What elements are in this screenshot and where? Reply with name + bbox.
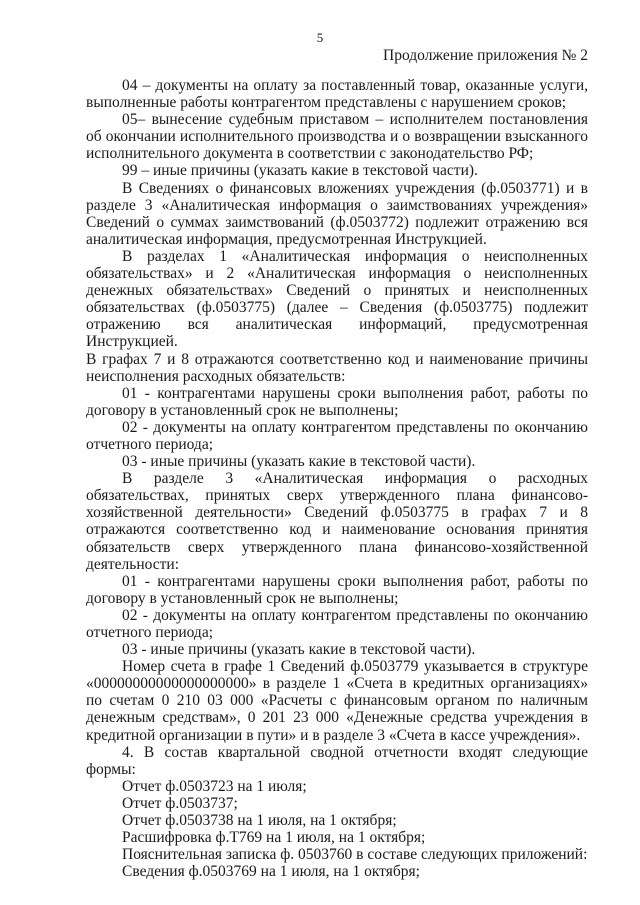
- form-item-0503769: Сведения ф.0503769 на 1 июля, на 1 октября;: [122, 863, 420, 881]
- appendix-continuation-heading: Продолжение приложения № 2: [383, 47, 588, 64]
- paragraph-code-99: 99 – иные причины (указать какие в текстовой части).: [122, 162, 478, 180]
- form-item-0503760: Пояснительная записка ф. 0503760 в составе следующих приложений:: [122, 846, 588, 864]
- list-item-02-b: 02 - документы на оплату контрагентом представлены по окончанию отчетного периода;: [86, 606, 588, 641]
- paragraph-code-05: 05– вынесение судебным приставом – исполнителем постановления об окончании исполнительного производства и о возвращении взысканного исполнительного документа в соответствии с законодательство РФ;: [86, 111, 588, 163]
- list-item-03: 03 - иные причины (указать какие в текстовой части).: [122, 453, 476, 471]
- page-number: 5: [316, 30, 324, 45]
- paragraph-section-3: В разделе 3 «Аналитическая информация о расходных обязательствах, принятых сверх утвержденного плана финансово-хозяйственной деятельности» Сведений ф.0503775 в графах 7 и 8 отражаются соответственно код и наименование основания принятия обязательств сверх утвержденного плана финансово-хозяйственной деятельности:: [86, 470, 588, 573]
- paragraph-account-number: Номер счета в графе 1 Сведений ф.0503779 указывается в структуре «00000000000000000000» в разделе 1 «Счета в кредитных организациях» по счетам 0 210 03 000 «Расчеты с финансовым органом по наличным денежным средствам», 0 201 23 000 «Денежные средства учреждения в кредитной организации в пути» и в разделе 3 «Счета в кассе учреждения».: [86, 658, 588, 744]
- paragraph-sections-1-2: В разделах 1 «Аналитическая информация о неисполненных обязательствах» и 2 «Аналитическая информация о неисполненных денежных обязательствах» Сведений о принятых и неисполненных обязательствах (ф.0503775) (далее – Сведения (ф.0503775) подлежит отражению вся аналитическая информаций, предусмотренная Инструкцией.: [86, 247, 588, 351]
- paragraph-quarterly-forms: 4. В состав квартальной сводной отчетности входят следующие формы:: [86, 743, 588, 778]
- paragraph-columns-7-8: В графах 7 и 8 отражаются соответственно код и наименование причины неисполнения расходных обязательств:: [86, 350, 588, 385]
- list-item-03-b: 03 - иные причины (указать какие в текстовой части).: [122, 641, 476, 659]
- form-item-0503738: Отчет ф.0503738 на 1 июля, на 1 октября;: [122, 812, 397, 830]
- list-item-01-b: 01 - контрагентами нарушены сроки выполнения работ, работы по договору в установленный срок не выполнены;: [86, 572, 588, 607]
- document-body: [86, 77, 588, 880]
- paragraph-financial-investments: В Сведениях о финансовых вложениях учреждения (ф.0503771) и в разделе 3 «Аналитическая информация о заимствованиях учреждения» Сведений о суммах заимствований (ф.0503772) подлежит отражению вся аналитическая информация, предусмотренная Инструкцией.: [86, 179, 588, 248]
- paragraph-code-04: 04 – документы на оплату за поставленный товар, оказанные услуги, выполненные работы контрагентом представлены с нарушением сроков;: [86, 77, 588, 112]
- form-item-t769: Расшифровка ф.Т769 на 1 июля, на 1 октября;: [122, 829, 426, 847]
- form-item-0503723: Отчет ф.0503723 на 1 июля;: [122, 777, 307, 795]
- list-item-01: 01 - контрагентами нарушены сроки выполнения работ, работы по договору в установленный срок не выполнены;: [86, 384, 588, 419]
- list-item-02: 02 - документы на оплату контрагентом представлены по окончанию отчетного периода;: [86, 418, 588, 453]
- form-item-0503737: Отчет ф.0503737;: [122, 794, 238, 812]
